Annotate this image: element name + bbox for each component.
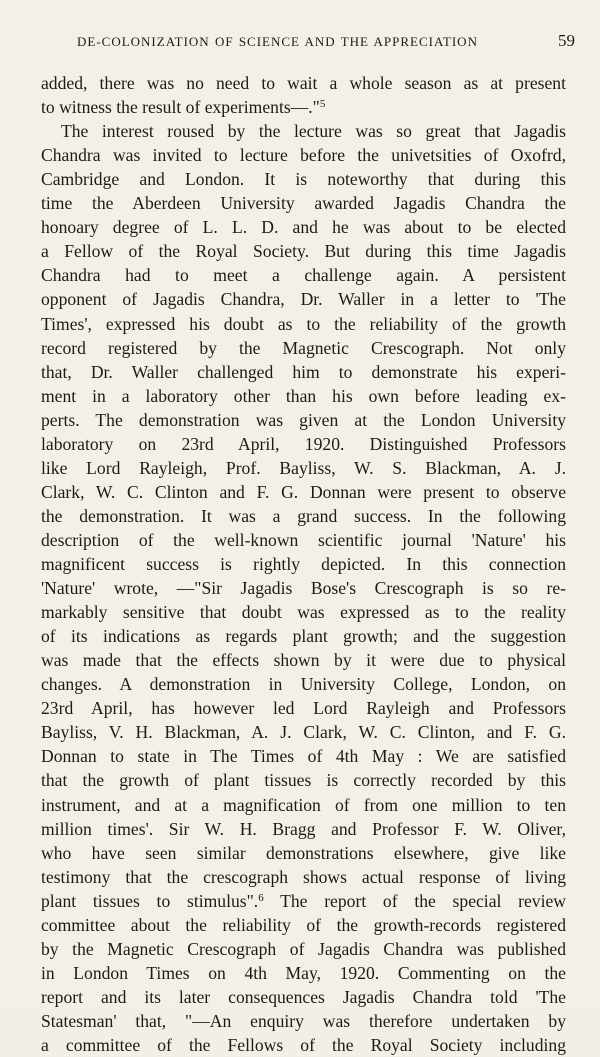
text-line	[41, 1033, 566, 1057]
text-segment: honoary degree of L. L. D. and he was about to be elected	[41, 217, 566, 238]
text-segment: record registered by the Magnetic Crescograph. Not only	[41, 337, 566, 358]
text-segment: perts. The demonstration was given at the London University	[41, 409, 566, 430]
text-segment: a committee of the Fellows of the Royal Society including	[41, 1035, 566, 1055]
text-segment: like Lord Rayleigh, Prof. Bayliss, W. S. Blackman, A. J.	[41, 457, 566, 478]
text-segment: to witness the result of experiments—."	[41, 97, 320, 118]
text-line	[41, 961, 566, 985]
text-segment: million times'. Sir W. H. Bragg and Professor F. W. Oliver,	[41, 818, 566, 839]
footnote-ref: 5	[319, 98, 326, 111]
text-line	[41, 985, 566, 1009]
text-segment: Cambridge and London. It is noteworthy that during this	[41, 169, 566, 190]
page-number: 59	[558, 31, 575, 50]
text-line	[41, 841, 566, 865]
text-segment: instrument, and at a magnification of from one million to ten	[41, 794, 566, 815]
text-line	[41, 360, 566, 384]
text-segment: was made that the effects shown by it were due to physical	[41, 650, 566, 671]
text-line	[41, 744, 566, 768]
text-line	[41, 263, 566, 287]
text-segment: markably sensitive that doubt was expressed as to the reality	[41, 602, 566, 623]
text-line	[41, 191, 566, 215]
text-segment: in London Times on 4th May, 1920. Commenting on the	[41, 962, 566, 983]
text-segment: 23rd April, has however led Lord Rayleigh and Professors	[41, 698, 566, 719]
text-line	[41, 95, 566, 119]
footnote-ref: 6	[258, 891, 264, 904]
text-line	[41, 480, 566, 504]
text-line	[41, 768, 566, 792]
text-segment: opponent of Jagadis Chandra, Dr. Waller in a letter to 'The	[41, 289, 566, 310]
text-segment: of its indications as regards plant growth; and the suggestion	[41, 626, 566, 647]
text-segment: magnificent success is rightly depicted. In this connection	[41, 554, 566, 574]
text-line	[41, 913, 566, 937]
text-line	[61, 119, 566, 143]
text-line	[41, 624, 566, 648]
text-segment: Chandra was invited to lecture before the univetsities of Oxofrd,	[41, 145, 566, 166]
text-segment: added, there was no need to wait a whole season as at present	[41, 73, 566, 93]
text-line	[41, 793, 566, 817]
text-line	[41, 504, 566, 528]
text-line	[41, 865, 566, 889]
text-segment: The interest roused by the lecture was so great that Jagadis	[61, 121, 566, 142]
text-segment: committee about the reliability of the growth-records registered	[41, 914, 566, 935]
text-segment: that, Dr. Waller challenged him to demonstrate his experi-	[41, 361, 566, 382]
text-segment: ment in a laboratory other than his own before leading ex-	[41, 385, 566, 406]
text-segment: laboratory on 23rd April, 1920. Distinguished Professors	[41, 433, 566, 454]
text-segment: Donnan to state in The Times of 4th May : We are satisfied	[41, 746, 566, 767]
text-line	[41, 937, 566, 961]
text-segment: the demonstration. It was a grand success. In the following	[41, 505, 566, 526]
text-segment: report and its later consequences Jagadis Chandra told 'The	[41, 986, 566, 1007]
text-segment: Times', expressed his doubt as to the reliability of the growth	[41, 313, 566, 334]
text-line	[41, 239, 566, 263]
text-line	[41, 720, 566, 744]
text-line	[41, 817, 566, 841]
text-segment: who have seen similar demonstrations elsewhere, give like	[41, 842, 566, 863]
text-line	[41, 432, 566, 456]
text-segment: by the Magnetic Crescograph of Jagadis Chandra was published	[41, 938, 566, 959]
text-line	[41, 528, 566, 552]
text-line	[41, 672, 566, 696]
text-segment: Chandra had to meet a challenge again. A persistent	[41, 265, 566, 286]
text-segment: a Fellow of the Royal Society. But during this time Jagadis	[41, 241, 566, 262]
text-segment: description of the well-known scientific journal 'Nature' his	[41, 529, 566, 550]
text-line	[41, 889, 566, 913]
text-line	[41, 576, 566, 600]
text-line	[41, 71, 566, 95]
text-segment: plant tissues to stimulus".	[41, 890, 259, 911]
text-line	[41, 648, 566, 672]
text-line	[41, 600, 566, 624]
text-segment: Statesman' that, "—An enquiry was therefore undertaken by	[41, 1010, 566, 1031]
text-line	[41, 167, 566, 191]
text-segment: Bayliss, V. H. Blackman, A. J. Clark, W. C. Clinton, and F. G.	[41, 722, 566, 743]
text-line	[41, 336, 566, 360]
text-segment: time the Aberdeen University awarded Jagadis Chandra the	[41, 193, 566, 214]
text-line	[41, 408, 566, 432]
text-segment: testimony that the crescograph shows actual response of living	[41, 866, 566, 887]
text-line	[41, 552, 566, 576]
text-segment: changes. A demonstration in University College, London, on	[41, 674, 566, 695]
text-line	[41, 287, 566, 311]
text-line	[41, 215, 566, 239]
text-line	[41, 696, 566, 720]
text-segment: Clark, W. C. Clinton and F. G. Donnan were present to observe	[41, 481, 566, 502]
text-segment: 'Nature' wrote, —"Sir Jagadis Bose's Crescograph is so re-	[41, 578, 566, 599]
text-line	[41, 312, 566, 336]
text-line	[41, 456, 566, 480]
text-line	[41, 384, 566, 408]
text-line	[41, 143, 566, 167]
text-line	[41, 1009, 566, 1033]
text-segment: that the growth of plant tissues is correctly recorded by this	[41, 770, 566, 791]
running-title: DE-COLONIZATION OF SCIENCE AND THE APPRECIATION	[77, 34, 478, 49]
page-header	[77, 31, 575, 54]
text-segment: The report of the special review	[263, 890, 566, 911]
